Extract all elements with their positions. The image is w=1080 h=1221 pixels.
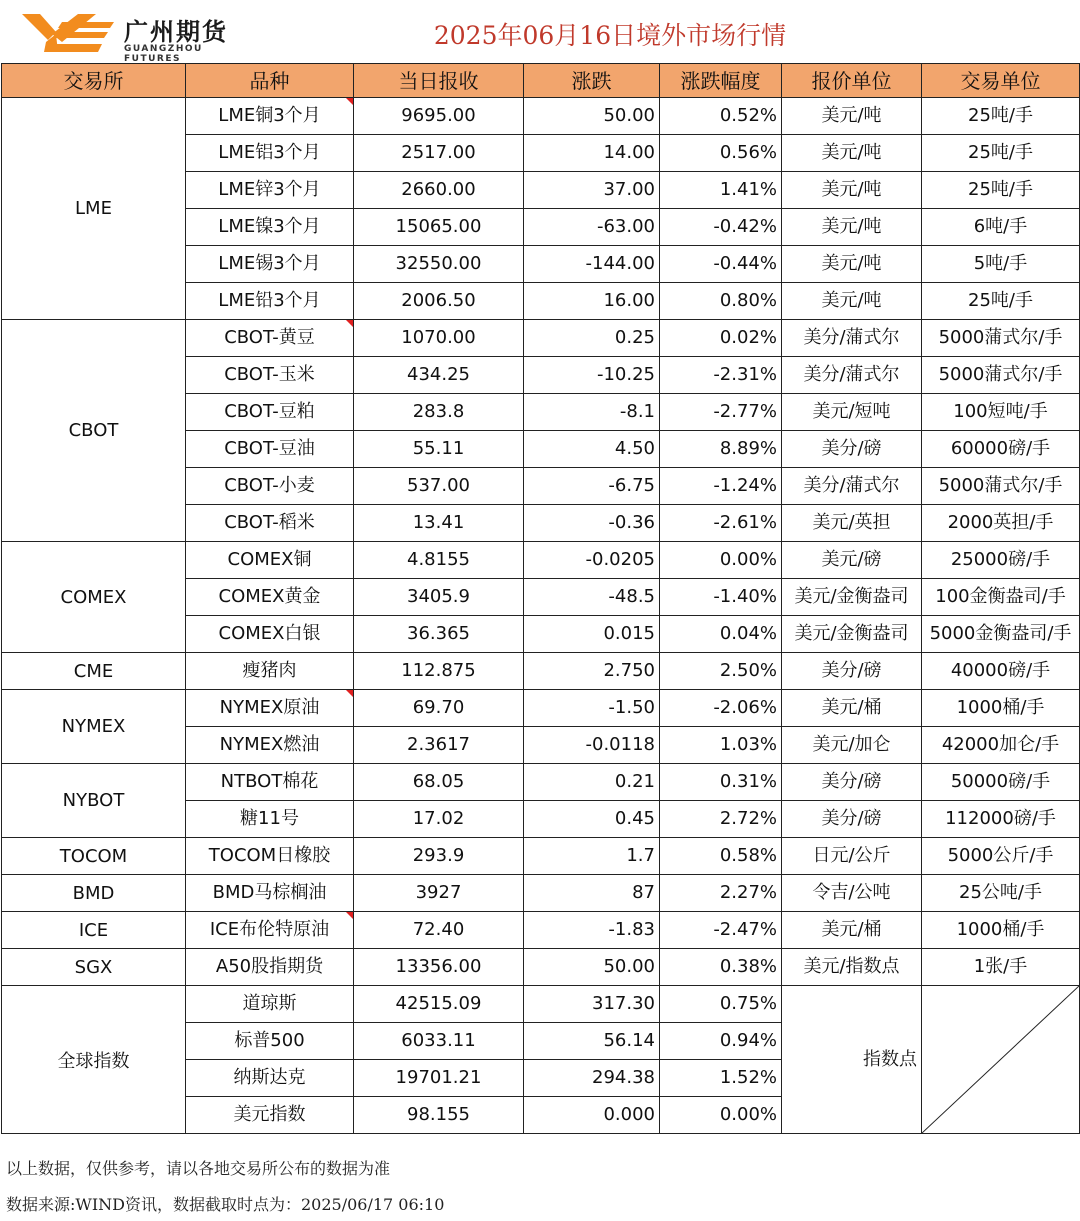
index-pct-cell: 0.94% bbox=[660, 1023, 782, 1060]
close-cell: 112.875 bbox=[354, 653, 524, 690]
col-header-pct: 涨跌幅度 bbox=[660, 64, 782, 98]
table-row bbox=[2, 912, 1080, 949]
close-cell: 2006.50 bbox=[354, 283, 524, 320]
lot-cell: 25吨/手 bbox=[922, 98, 1080, 135]
close-cell: 3405.9 bbox=[354, 579, 524, 616]
unit-cell: 美分/蒲式尔 bbox=[782, 357, 922, 394]
close-cell: 17.02 bbox=[354, 801, 524, 838]
lot-cell: 25吨/手 bbox=[922, 283, 1080, 320]
exchange-cell: CME bbox=[2, 653, 186, 690]
table-row bbox=[2, 875, 1080, 912]
table-row bbox=[2, 653, 1080, 690]
lot-cell: 112000磅/手 bbox=[922, 801, 1080, 838]
table-row bbox=[2, 949, 1080, 986]
page-title: 2025年06月16日境外市场行情 bbox=[433, 21, 787, 50]
change-cell: 87 bbox=[524, 875, 660, 912]
pct-cell: 1.03% bbox=[660, 727, 782, 764]
index-name-cell: 道琼斯 bbox=[186, 986, 354, 1023]
col-header-close: 当日报收 bbox=[354, 64, 524, 98]
change-cell: -1.50 bbox=[524, 690, 660, 727]
lot-cell: 25吨/手 bbox=[922, 135, 1080, 172]
change-cell: 14.00 bbox=[524, 135, 660, 172]
close-cell: 32550.00 bbox=[354, 246, 524, 283]
change-cell: 2.750 bbox=[524, 653, 660, 690]
pct-cell: 0.56% bbox=[660, 135, 782, 172]
pct-cell: -0.44% bbox=[660, 246, 782, 283]
change-cell: -0.0205 bbox=[524, 542, 660, 579]
change-cell: -48.5 bbox=[524, 579, 660, 616]
exchange-cell: NYMEX bbox=[2, 690, 186, 764]
index-close-cell: 98.155 bbox=[354, 1097, 524, 1134]
name-cell: COMEX白银 bbox=[186, 616, 354, 653]
pct-cell: 1.41% bbox=[660, 172, 782, 209]
close-cell: 9695.00 bbox=[354, 98, 524, 135]
pct-cell: -2.06% bbox=[660, 690, 782, 727]
lot-cell: 6吨/手 bbox=[922, 209, 1080, 246]
name-cell: LME铜3个月 bbox=[186, 98, 354, 135]
index-change-cell: 294.38 bbox=[524, 1060, 660, 1097]
col-header-trade-unit: 交易单位 bbox=[922, 64, 1080, 98]
change-cell: 0.25 bbox=[524, 320, 660, 357]
unit-cell: 美元/加仑 bbox=[782, 727, 922, 764]
pct-cell: 0.31% bbox=[660, 764, 782, 801]
table-row bbox=[2, 542, 1080, 579]
exchange-cell: CBOT bbox=[2, 320, 186, 542]
index-group-cell: 全球指数 bbox=[2, 986, 186, 1134]
name-cell: LME锌3个月 bbox=[186, 172, 354, 209]
col-header-quote-unit: 报价单位 bbox=[782, 64, 922, 98]
unit-cell: 美元/吨 bbox=[782, 98, 922, 135]
diagonal-blank-cell bbox=[922, 986, 1080, 1134]
index-close-cell: 6033.11 bbox=[354, 1023, 524, 1060]
close-cell: 15065.00 bbox=[354, 209, 524, 246]
close-cell: 293.9 bbox=[354, 838, 524, 875]
name-cell: BMD马棕榈油 bbox=[186, 875, 354, 912]
pct-cell: -2.61% bbox=[660, 505, 782, 542]
close-cell: 2660.00 bbox=[354, 172, 524, 209]
change-cell: -144.00 bbox=[524, 246, 660, 283]
index-change-cell: 56.14 bbox=[524, 1023, 660, 1060]
lot-cell: 60000磅/手 bbox=[922, 431, 1080, 468]
close-cell: 55.11 bbox=[354, 431, 524, 468]
unit-cell: 美元/桶 bbox=[782, 690, 922, 727]
close-cell: 3927 bbox=[354, 875, 524, 912]
change-cell: -1.83 bbox=[524, 912, 660, 949]
lot-cell: 5000蒲式尔/手 bbox=[922, 357, 1080, 394]
unit-cell: 美元/吨 bbox=[782, 283, 922, 320]
index-name-cell: 纳斯达克 bbox=[186, 1060, 354, 1097]
name-cell: COMEX黄金 bbox=[186, 579, 354, 616]
change-cell: -10.25 bbox=[524, 357, 660, 394]
unit-cell: 美元/桶 bbox=[782, 912, 922, 949]
pct-cell: -1.40% bbox=[660, 579, 782, 616]
table-row bbox=[2, 986, 1080, 1023]
unit-cell: 美元/指数点 bbox=[782, 949, 922, 986]
lot-cell: 42000加仑/手 bbox=[922, 727, 1080, 764]
close-cell: 2.3617 bbox=[354, 727, 524, 764]
lot-cell: 5000金衡盎司/手 bbox=[922, 616, 1080, 653]
name-cell: CBOT-豆粕 bbox=[186, 394, 354, 431]
pct-cell: 2.50% bbox=[660, 653, 782, 690]
close-cell: 2517.00 bbox=[354, 135, 524, 172]
exchange-cell: ICE bbox=[2, 912, 186, 949]
pct-cell: -1.24% bbox=[660, 468, 782, 505]
lot-cell: 1000桶/手 bbox=[922, 690, 1080, 727]
close-cell: 537.00 bbox=[354, 468, 524, 505]
name-cell: LME铝3个月 bbox=[186, 135, 354, 172]
unit-cell: 美元/磅 bbox=[782, 542, 922, 579]
disclaimer-note: 以上数据，仅供参考，请以各地交易所公布的数据为准 bbox=[6, 1159, 391, 1178]
unit-cell: 美分/蒲式尔 bbox=[782, 468, 922, 505]
index-close-cell: 19701.21 bbox=[354, 1060, 524, 1097]
table-row bbox=[2, 320, 1080, 357]
lot-cell: 40000磅/手 bbox=[922, 653, 1080, 690]
lot-cell: 5000蒲式尔/手 bbox=[922, 320, 1080, 357]
pct-cell: 0.52% bbox=[660, 98, 782, 135]
close-cell: 69.70 bbox=[354, 690, 524, 727]
col-header-product: 品种 bbox=[186, 64, 354, 98]
name-cell: CBOT-玉米 bbox=[186, 357, 354, 394]
close-cell: 13.41 bbox=[354, 505, 524, 542]
pct-cell: -2.77% bbox=[660, 394, 782, 431]
close-cell: 434.25 bbox=[354, 357, 524, 394]
name-cell: CBOT-黄豆 bbox=[186, 320, 354, 357]
unit-cell: 美元/吨 bbox=[782, 135, 922, 172]
close-cell: 68.05 bbox=[354, 764, 524, 801]
logo-name-en: GUANGZHOU FUTURES bbox=[124, 44, 203, 64]
exchange-cell: SGX bbox=[2, 949, 186, 986]
change-cell: -6.75 bbox=[524, 468, 660, 505]
exchange-cell: COMEX bbox=[2, 542, 186, 653]
index-unit-cell: 指数点 bbox=[782, 986, 922, 1134]
change-cell: 0.015 bbox=[524, 616, 660, 653]
name-cell: 瘦猪肉 bbox=[186, 653, 354, 690]
logo-mark-icon bbox=[22, 12, 117, 54]
name-cell: ICE布伦特原油 bbox=[186, 912, 354, 949]
lot-cell: 100金衡盎司/手 bbox=[922, 579, 1080, 616]
col-header-exchange: 交易所 bbox=[2, 64, 186, 98]
diagonal-line-icon bbox=[922, 986, 1079, 1133]
change-cell: 50.00 bbox=[524, 949, 660, 986]
change-cell: -63.00 bbox=[524, 209, 660, 246]
change-cell: 0.45 bbox=[524, 801, 660, 838]
table-row bbox=[2, 690, 1080, 727]
table-body bbox=[2, 98, 1080, 1134]
pct-cell: 0.04% bbox=[660, 616, 782, 653]
data-source-note: 数据来源:WIND资讯，数据截取时点为：2025/06/17 06:10 bbox=[6, 1195, 445, 1214]
pct-cell: 0.80% bbox=[660, 283, 782, 320]
logo bbox=[22, 8, 252, 64]
unit-cell: 美元/金衡盎司 bbox=[782, 616, 922, 653]
table-row bbox=[2, 764, 1080, 801]
unit-cell: 美分/磅 bbox=[782, 431, 922, 468]
exchange-cell: NYBOT bbox=[2, 764, 186, 838]
lot-cell: 25000磅/手 bbox=[922, 542, 1080, 579]
table-row bbox=[2, 838, 1080, 875]
lot-cell: 50000磅/手 bbox=[922, 764, 1080, 801]
change-cell: 37.00 bbox=[524, 172, 660, 209]
close-cell: 4.8155 bbox=[354, 542, 524, 579]
table-row bbox=[2, 98, 1080, 135]
lot-cell: 25公吨/手 bbox=[922, 875, 1080, 912]
table-header-row bbox=[2, 64, 1080, 98]
index-change-cell: 0.000 bbox=[524, 1097, 660, 1134]
name-cell: NYMEX燃油 bbox=[186, 727, 354, 764]
name-cell: CBOT-小麦 bbox=[186, 468, 354, 505]
exchange-cell: LME bbox=[2, 98, 186, 320]
header bbox=[0, 0, 1080, 62]
unit-cell: 美元/短吨 bbox=[782, 394, 922, 431]
unit-cell: 美元/吨 bbox=[782, 246, 922, 283]
lot-cell: 5000公斤/手 bbox=[922, 838, 1080, 875]
close-cell: 1070.00 bbox=[354, 320, 524, 357]
lot-cell: 100短吨/手 bbox=[922, 394, 1080, 431]
pct-cell: 0.00% bbox=[660, 542, 782, 579]
index-name-cell: 标普500 bbox=[186, 1023, 354, 1060]
change-cell: -0.0118 bbox=[524, 727, 660, 764]
pct-cell: 2.72% bbox=[660, 801, 782, 838]
unit-cell: 美分/磅 bbox=[782, 801, 922, 838]
lot-cell: 25吨/手 bbox=[922, 172, 1080, 209]
index-close-cell: 42515.09 bbox=[354, 986, 524, 1023]
unit-cell: 美分/磅 bbox=[782, 764, 922, 801]
index-change-cell: 317.30 bbox=[524, 986, 660, 1023]
name-cell: A50股指期货 bbox=[186, 949, 354, 986]
close-cell: 72.40 bbox=[354, 912, 524, 949]
pct-cell: 0.58% bbox=[660, 838, 782, 875]
name-cell: CBOT-豆油 bbox=[186, 431, 354, 468]
exchange-cell: TOCOM bbox=[2, 838, 186, 875]
lot-cell: 2000英担/手 bbox=[922, 505, 1080, 542]
name-cell: LME锡3个月 bbox=[186, 246, 354, 283]
change-cell: 4.50 bbox=[524, 431, 660, 468]
unit-cell: 美元/英担 bbox=[782, 505, 922, 542]
index-pct-cell: 1.52% bbox=[660, 1060, 782, 1097]
change-cell: -8.1 bbox=[524, 394, 660, 431]
logo-name-cn: 广州期货 bbox=[124, 18, 228, 46]
pct-cell: 8.89% bbox=[660, 431, 782, 468]
name-cell: NTBOT棉花 bbox=[186, 764, 354, 801]
change-cell: 50.00 bbox=[524, 98, 660, 135]
lot-cell: 1000桶/手 bbox=[922, 912, 1080, 949]
name-cell: 糖11号 bbox=[186, 801, 354, 838]
unit-cell: 令吉/公吨 bbox=[782, 875, 922, 912]
pct-cell: -2.31% bbox=[660, 357, 782, 394]
index-pct-cell: 0.75% bbox=[660, 986, 782, 1023]
pct-cell: 2.27% bbox=[660, 875, 782, 912]
name-cell: LME铅3个月 bbox=[186, 283, 354, 320]
index-name-cell: 美元指数 bbox=[186, 1097, 354, 1134]
close-cell: 283.8 bbox=[354, 394, 524, 431]
change-cell: 16.00 bbox=[524, 283, 660, 320]
change-cell: 0.21 bbox=[524, 764, 660, 801]
unit-cell: 美元/金衡盎司 bbox=[782, 579, 922, 616]
pct-cell: 0.38% bbox=[660, 949, 782, 986]
unit-cell: 美元/吨 bbox=[782, 209, 922, 246]
change-cell: -0.36 bbox=[524, 505, 660, 542]
unit-cell: 日元/公斤 bbox=[782, 838, 922, 875]
close-cell: 13356.00 bbox=[354, 949, 524, 986]
unit-cell: 美分/蒲式尔 bbox=[782, 320, 922, 357]
lot-cell: 1张/手 bbox=[922, 949, 1080, 986]
name-cell: NYMEX原油 bbox=[186, 690, 354, 727]
pct-cell: -2.47% bbox=[660, 912, 782, 949]
name-cell: CBOT-稻米 bbox=[186, 505, 354, 542]
name-cell: COMEX铜 bbox=[186, 542, 354, 579]
unit-cell: 美元/吨 bbox=[782, 172, 922, 209]
lot-cell: 5000蒲式尔/手 bbox=[922, 468, 1080, 505]
exchange-cell: BMD bbox=[2, 875, 186, 912]
pct-cell: 0.02% bbox=[660, 320, 782, 357]
close-cell: 36.365 bbox=[354, 616, 524, 653]
market-table bbox=[1, 63, 1080, 1134]
index-pct-cell: 0.00% bbox=[660, 1097, 782, 1134]
name-cell: TOCOM日橡胶 bbox=[186, 838, 354, 875]
unit-cell: 美分/磅 bbox=[782, 653, 922, 690]
lot-cell: 5吨/手 bbox=[922, 246, 1080, 283]
pct-cell: -0.42% bbox=[660, 209, 782, 246]
name-cell: LME镍3个月 bbox=[186, 209, 354, 246]
col-header-change: 涨跌 bbox=[524, 64, 660, 98]
change-cell: 1.7 bbox=[524, 838, 660, 875]
